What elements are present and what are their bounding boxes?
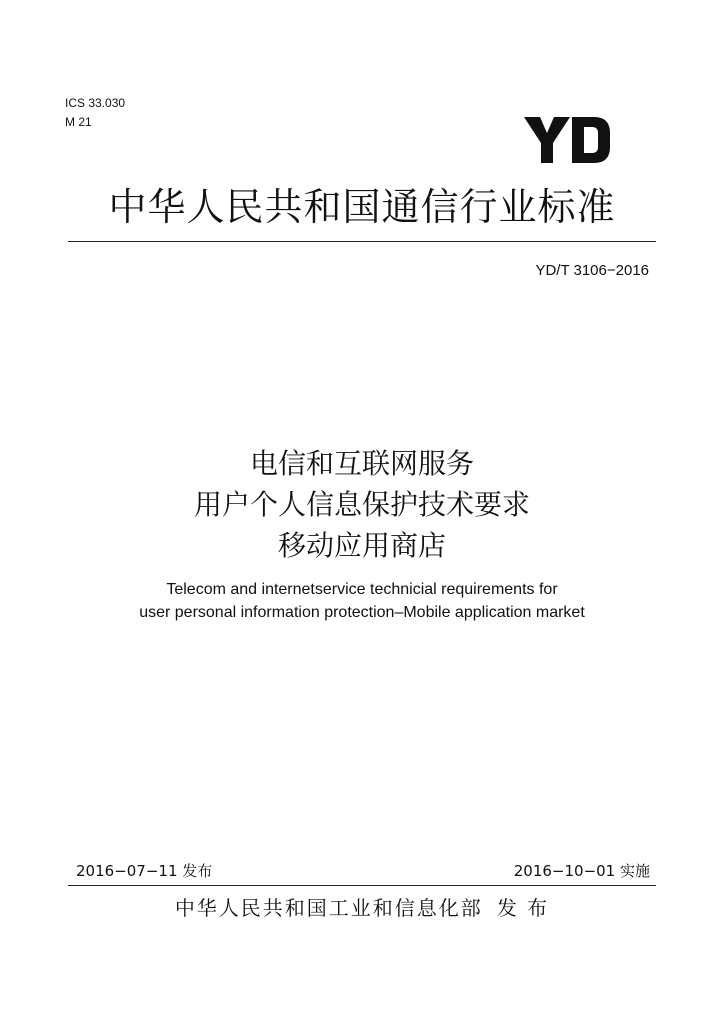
yd-logo <box>522 113 612 167</box>
implementation-date: 2016−10−01 实施 <box>513 862 650 880</box>
org-title: 中华人民共和国通信行业标准 <box>108 185 616 229</box>
title-cn-line-3: 移动应用商店 <box>277 529 446 562</box>
standard-number: YD/T 3106−2016 <box>535 262 649 279</box>
issuer-action: 发 布 <box>496 896 550 920</box>
footer-divider <box>68 885 656 886</box>
header-divider <box>68 241 656 242</box>
issuer-name: 中华人民共和国工业和信息化部 <box>174 896 483 920</box>
title-en-line-2: user personal information protection–Mobile application market <box>139 604 585 621</box>
yd-logo-d <box>572 117 610 163</box>
ccs-code: M 21 <box>65 115 92 129</box>
ics-code: ICS 33.030 <box>65 96 126 110</box>
yd-logo-y <box>524 117 570 163</box>
title-cn-line-2: 用户个人信息保护技术要求 <box>193 488 530 521</box>
title-en-line-1: Telecom and internetservice technicial requirements for <box>166 581 558 598</box>
issuer <box>60 895 664 921</box>
issue-date: 2016−07−11 发布 <box>76 862 213 880</box>
title-cn-line-1: 电信和互联网服务 <box>249 447 474 480</box>
